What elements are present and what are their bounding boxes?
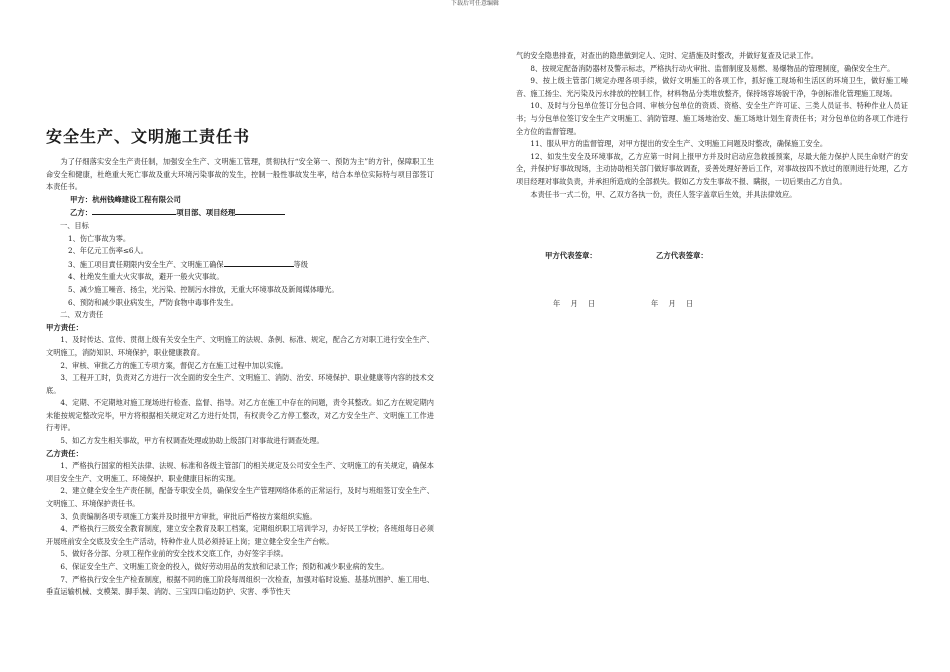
party-b-duty: 8、按规定配备消防器材及警示标志，严格执行动火审批、监督制度及易燃、易爆物品的管理制度，确保安全生产。 <box>530 63 895 73</box>
party-a-line <box>46 194 434 207</box>
continued-paragraph: 气的安全隐患排查，对查出的隐患做到定人、定时、定措施及时整改，并做好复查及记录工作。 <box>516 51 818 60</box>
party-a-duty: 2、审核、审批乙方的施工专项方案，督促乙方在施工过程中加以实施。 <box>60 360 288 370</box>
party-b-duty: 5、做好各分部、分项工程作业前的安全技术交底工作，办好签字手续。 <box>60 549 288 559</box>
party-b-date[interactable]: 年 月 日 <box>651 299 694 308</box>
goal-item-3 <box>46 258 434 272</box>
party-b-duty: 3、负责编制各项专项施工方案并及时报甲方审批，审批后严格按方案组织实施。 <box>60 511 317 521</box>
party-a-duties-label: 甲方责任： <box>46 322 83 332</box>
party-b-duty: 11、服从甲方的监督管理，对甲方提出的安全生产、文明施工问题及时整改，确保施工安全。 <box>530 139 828 149</box>
goal-3-text: 3、施工项目責任期限内安全生产、文明施工确保 <box>68 259 224 269</box>
party-a-duty: 1、及时传达、宣传、贯彻上级有关安全生产、文明施工的法规、条例、标准、规定，配合乙方对职工进行安全生产、文明施工，消防知识、环境保护，职业健康教育。 <box>46 335 434 357</box>
party-a-date[interactable]: 年 月 日 <box>553 299 596 308</box>
party-b-line <box>46 206 434 220</box>
goal-item: 5、减少施工噪音、扬尘，光污染、控制污水排放，无重大环境事故及新闻媒体曝光。 <box>68 284 339 294</box>
party-a-duty: 5、如乙方发生相关事故，甲方有权调查处理或协助上级部门对事故进行调查处理。 <box>60 436 324 446</box>
section-goals-heading: 一、目标 <box>60 220 89 230</box>
top-note: 下载后可任意编辑 <box>450 0 499 7</box>
party-a-name: 杭州钱峰建设工程有限公司 <box>92 194 181 204</box>
party-a-label: 甲方： <box>70 194 93 204</box>
party-b-duty: 4、严格执行三级安全教育制度，建立安全教育及职工档案，定期组织职工培训学习，办好民工学校；各班组每日必须开展班前安全交底及安全生产活动，特种作业人员必须持证上岗；建立健全安全生产台帐。 <box>46 524 434 546</box>
goal-item: 6、预防和减少职业病发生，严防食物中毒事件发生。 <box>68 297 238 307</box>
goal-item: 1、伤亡事故为零。 <box>68 233 131 243</box>
party-b-label: 乙方： <box>70 208 93 218</box>
goal-item: 2、年亿元工伤率≤6人。 <box>68 246 148 256</box>
party-b-duties-label: 乙方责任： <box>46 448 83 458</box>
left-column <box>46 128 434 599</box>
intro-paragraph: 为了仔细落实安全生产责任制，加强安全生产、文明施工管理，贯彻执行“安全第一、预防为主”的方针，保障职工生命安全和健康，杜绝重大死亡事故及重大环境污染事故的发生，控制一般性事故发生率，结合本单位实际特与项目部签订本责任书。 <box>46 157 434 192</box>
party-a-duty: 3、工程开工时，负责对乙方进行一次全面的安全生产、文明施工、消防、治安、环境保护、职业健康等内容的技术交底。 <box>46 373 434 395</box>
party-b-duty: 12、如发生安全及环境事故，乙方应第一时间上报甲方并及时启动应急救援预案，尽最大能力保护人民生命财产的安全，并保护好事故现场，主动协助相关部门做好事故调查，妥善处理好善后工作，对事故按四不放过的原则进行处理，乙方项目经理对事故负责，并承担所造成的全部损失。假如乙方发生事故不报、瞒报，一切后果由乙方自负。 <box>516 151 908 186</box>
party-a-duty: 4、定期、不定期地对施工现场进行检查、监督、指导。对乙方在施工中存在的问题，责令其整改。如乙方在规定期内未能按规定整改完毕，甲方将根据相关规定对乙方进行处罚，有权责令乙方停工整改，对乙方安全生产、文明施工工作进行考评。 <box>46 398 434 433</box>
party-a-signature-label[interactable]: 甲方代表签章： <box>545 251 597 260</box>
goal-item: 4、杜绝发生重大火灾事故，避开一般火灾事故。 <box>68 272 224 282</box>
party-b-duty: 2、建立健全安全生产责任制，配备专职安全员，确保安全生产管理网络体系的正常运行，及时与班组签订安全生产、文明施工、环境保护责任书。 <box>46 486 434 509</box>
party-b-duty: 10、及时与分包单位签订分包合同、审核分包单位的资质、资格、安全生产许可证、三类人员证书、特种作业人员证书；与分包单位签订安全生产文明施工、消防管理、施工场地治安、施工场地计划生育责任书；对分包单位的各项工作进行全方位的监督管理。 <box>516 101 908 136</box>
section-duties-heading: 二、双方责任 <box>60 310 104 320</box>
goal-3-blank[interactable] <box>224 258 294 267</box>
document-title: 安全生产、文明施工责任书 <box>46 127 251 146</box>
party-b-duty: 9、按上级主管部门规定办理各项手续，做好文明施工的各项工作，抓好施工现场和生活区的环境卫生，做好施工噪音、施工扬尘、光污染及污水排放的控制工作，材料物品分类堆放整齐，保持场容场貌干净，争创标准化管理施工现场。 <box>516 76 908 98</box>
party-b-duty: 1、严格执行国家的相关法律、法规、标准和各级主管部门的相关规定及公司安全生产、文明施工的有关规定，确保本项目安全生产、文明施工、环境保护、职业健康目标的实现。 <box>46 461 434 483</box>
project-manager-blank[interactable] <box>235 206 285 215</box>
party-b-suffix: 项目部、项目经理 <box>176 208 236 218</box>
closing-paragraph: 本责任书一式二份，甲、乙双方各执一份，责任人签字盖章后生效，并具法律效应。 <box>530 189 797 199</box>
party-b-blank[interactable] <box>92 206 176 215</box>
party-b-duty: 6、保证安全生产、文明施工资金的投入，做好劳动用品的发放和记录工作；预防和减少职业病的发生。 <box>60 562 389 571</box>
party-b-duty: 7、严格执行安全生产检查制度，根据不同的施工阶段每周组织一次检查，加强对临时设施、基基坑围护、施工用电、垂直运输机械、支模架、脚手架、消防、三宝四口临边防护、灾害、季节性天 <box>46 574 434 597</box>
right-column <box>516 50 908 201</box>
goal-3-suffix: 等级 <box>293 259 308 269</box>
party-b-signature-label[interactable]: 乙方代表签章： <box>656 251 708 260</box>
